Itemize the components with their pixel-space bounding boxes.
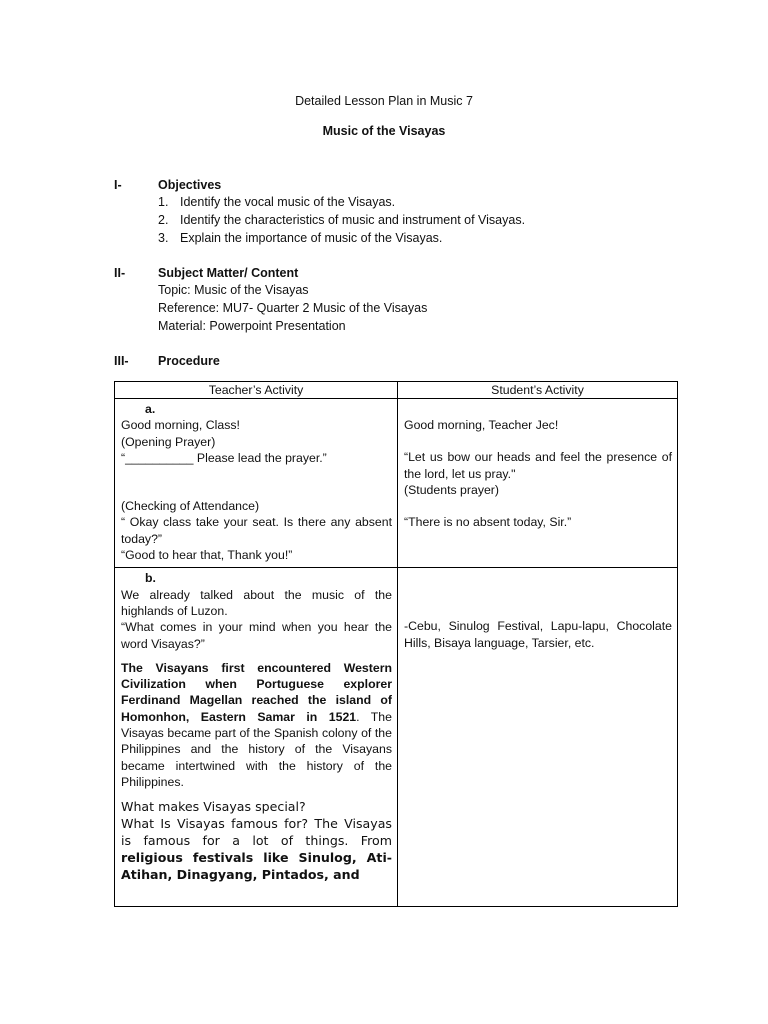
- section-1-numeral: I-: [114, 178, 122, 192]
- teacher-greeting: Good morning, Class!: [121, 418, 240, 433]
- step-letter: a.: [145, 402, 156, 416]
- step-letter: b.: [145, 571, 156, 586]
- student-activity-header: Student’s Activity: [398, 382, 678, 399]
- student-absent-reply: “There is no absent today, Sir.”: [404, 515, 572, 530]
- attendance-line: “ Okay class take your seat. Is there any absent today?”: [121, 515, 392, 546]
- objective-item: 2. Identify the characteristics of music and instrument of Visayas.: [158, 213, 526, 227]
- student-prayer: “Let us bow our heads and feel the presence of the lord, let us pray.": [404, 450, 672, 481]
- section-3-numeral: III-: [114, 354, 129, 368]
- attendance-label: (Checking of Attendance): [121, 499, 260, 514]
- objective-item: 1. Identify the vocal music of the Visayas.: [158, 195, 396, 209]
- table-row: [115, 399, 678, 568]
- section-2-heading: Subject Matter/ Content: [158, 266, 299, 280]
- student-cell-a: [398, 399, 678, 568]
- table-header-row: [115, 382, 678, 399]
- teacher-cell-b: [115, 568, 398, 907]
- section-3-heading: Procedure: [158, 354, 220, 368]
- student-answer: -Cebu, Sinulog Festival, Lapu-lapu, Chocolate Hills, Bisaya language, Tarsier, etc.: [404, 619, 672, 650]
- teacher-activity-header: Teacher’s Activity: [115, 382, 398, 399]
- thanks-line: “Good to hear that, Thank you!”: [121, 548, 293, 563]
- section-1-heading: Objectives: [158, 178, 222, 192]
- topic-line: Topic: Music of the Visayas: [158, 283, 309, 297]
- famous-paragraph: What Is Visayas famous for? The Visayas is famous for a lot of things. From religious festivals like Sinulog, Ati-Atihan, Dinagyang, Pintados, and: [121, 816, 392, 883]
- students-prayer-label: (Students prayer): [404, 482, 500, 497]
- objective-item: 3. Explain the importance of music of the Visayas.: [158, 231, 443, 245]
- student-greeting: Good morning, Teacher Jec!: [404, 418, 559, 432]
- table-row: [115, 568, 678, 907]
- opening-prayer-label: (Opening Prayer): [121, 434, 216, 449]
- document-subtitle: Music of the Visayas: [322, 124, 446, 138]
- teacher-intro: We already talked about the music of the highlands of Luzon.: [121, 587, 392, 618]
- prayer-line: “__________ Please lead the prayer.”: [121, 450, 327, 465]
- section-2-numeral: II-: [114, 266, 126, 280]
- procedure-table: [114, 381, 678, 907]
- teacher-question: “What comes in your mind when you hear the word Visayas?”: [121, 620, 392, 651]
- student-cell-b: [398, 568, 678, 907]
- teacher-cell-a: [115, 399, 398, 568]
- material-line: Material: Powerpoint Presentation: [158, 319, 346, 333]
- visayas-history: The Visayans first encountered Western Civilization when Portuguese explorer Ferdinand Magellan reached the island of Homonhon, Eastern Samar in 1521. The Visayas became part of the Spanish colony of the Philippines and the history of the Visayans became intertwined with the history of the Philippines.: [121, 660, 392, 789]
- special-question: What makes Visayas special?: [121, 799, 306, 815]
- reference-line: Reference: MU7- Quarter 2 Music of the Visayas: [158, 301, 428, 315]
- document-title: Detailed Lesson Plan in Music 7: [295, 94, 473, 108]
